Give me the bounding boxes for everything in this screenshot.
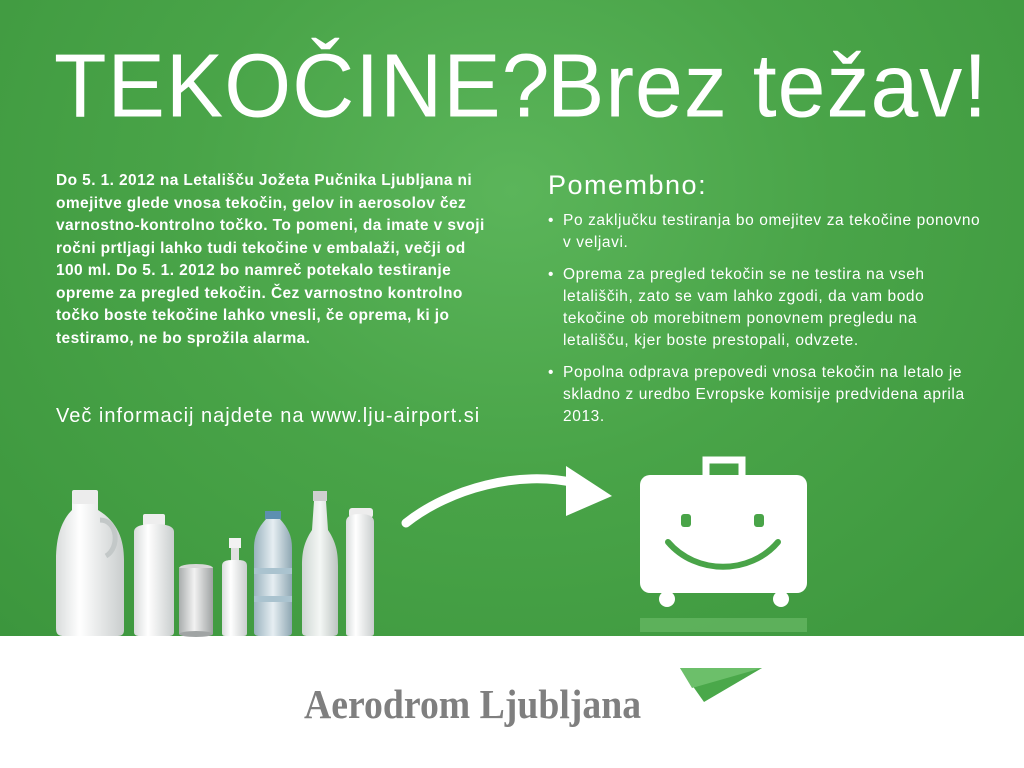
milk-jug-icon [56,490,124,636]
water-bottle-icon [254,511,292,636]
smiling-suitcase-icon [640,460,807,632]
bottle-icon [134,514,174,636]
headline-question: TEKOČINE? [54,35,551,137]
glass-bottle-icon [302,491,338,636]
can-icon [179,564,213,637]
headline-answer: Brez težav! [547,35,989,137]
important-item: • Po zaključku testiranja bo omejitev za tekočine ponovno v veljavi. [548,212,981,251]
important-title: Pomembno: [548,170,708,200]
spray-bottle-icon [222,538,247,636]
arrow-icon [406,466,612,523]
important-item: • Popolna odprava prepovedi vnosa tekočin na letalo je skladno z uredbo Evropske komisije predvidena aprila 2013. [548,364,965,425]
aerosol-can-icon [346,508,374,636]
paper-plane-icon [680,668,762,702]
bullet-icon: • [548,364,555,381]
important-item: • Oprema za pregled tekočin se ne testira na vseh letališčih, zato se vam lahko zgodi, da vam bodo tekočine ob morebitnem ponovnem pregledu na letališču, kjer boste prestopali, odvzete. [548,266,925,349]
more-info-text: Več informacij najdete na www.lju-airport.si [56,405,481,427]
bullet-icon: • [548,212,555,229]
bullet-icon: • [548,266,555,283]
logo-text: Aerodrom Ljubljana [304,681,642,727]
intro-text: Do 5. 1. 2012 na Letališču Jožeta Pučnika Ljubljana ni omejitve glede vnosa tekočin, gelov in aerosolov čez varnostno-kontrolno točko. To pomeni, da imate v svoji ročni prtljagi lahko tudi tekočine v embalaži, večji od 100 ml. Do 5. 1. 2012 bo namreč potekalo testiranje opreme za pregled tekočin. Čez varnostno kontrolno točko boste tekočine lahko vnesli, če oprema, ki jo testiramo, ne bo sprožila alarma. [56,172,485,347]
